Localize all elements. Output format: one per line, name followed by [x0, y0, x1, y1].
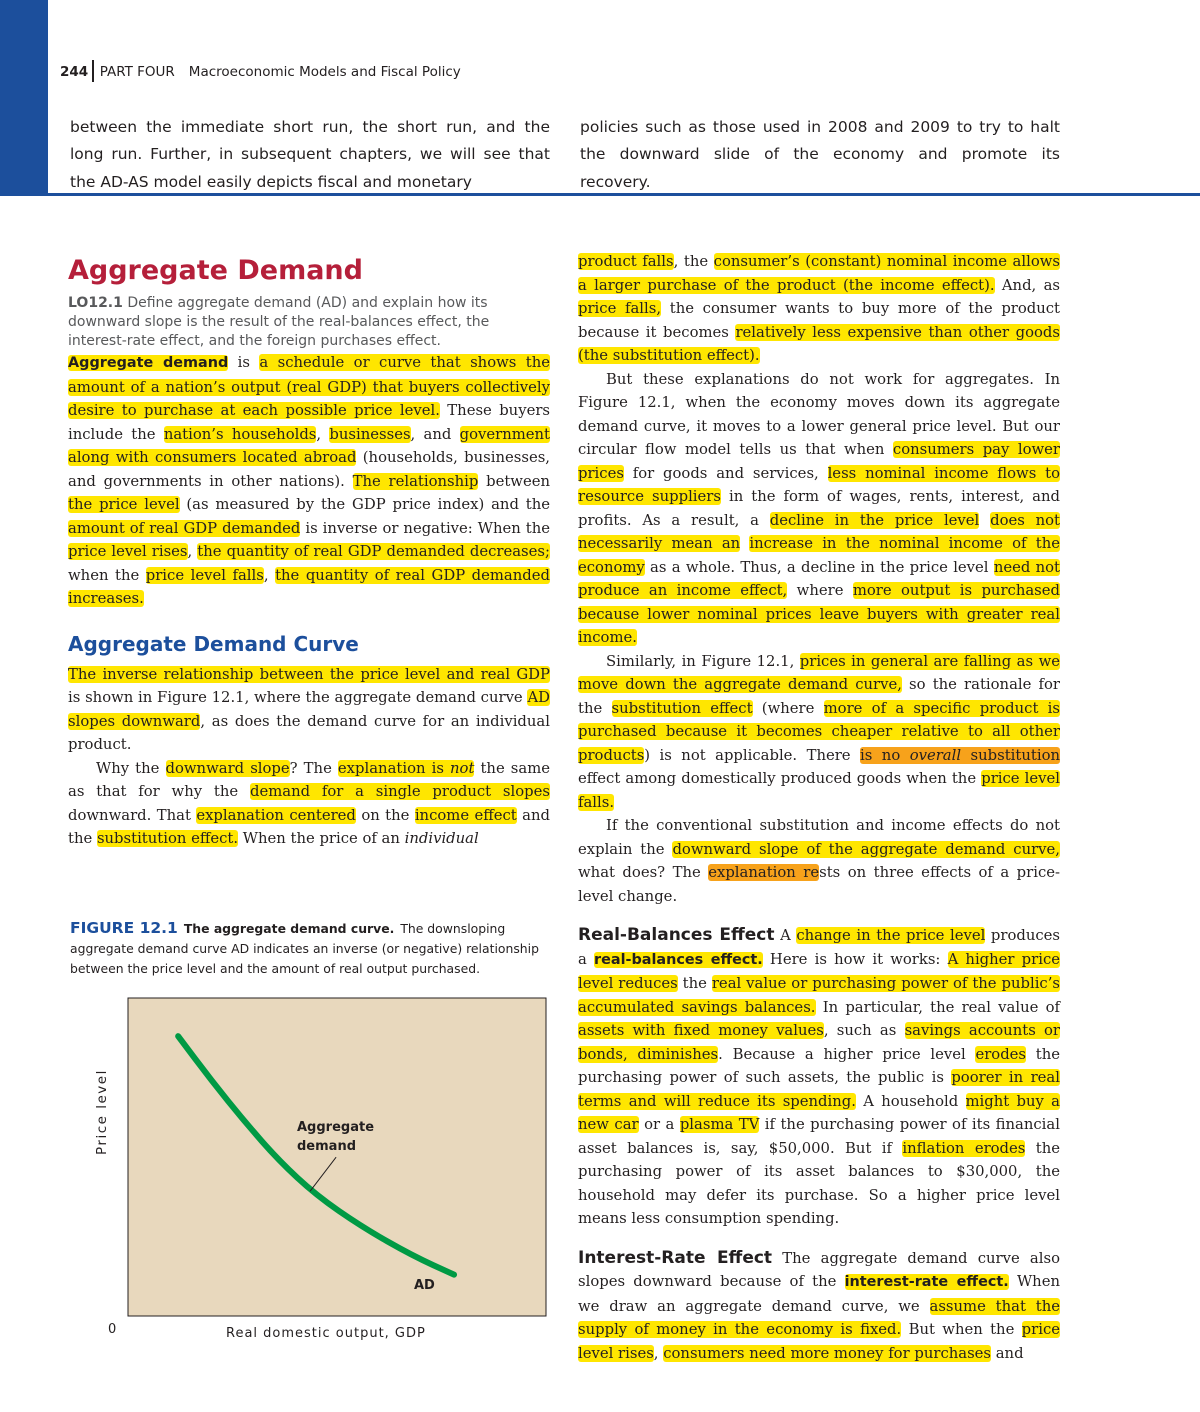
highlight: need not produce an income effect,: [578, 558, 1060, 599]
highlight: price level falls.: [578, 770, 1060, 811]
paragraph-similarly: [578, 650, 1060, 815]
highlight: assume that the supply of money in the economy is fixed.: [578, 1297, 1060, 1338]
highlight: Aggregate demand: [68, 355, 229, 371]
text-run: But these explanations do not work for aggregates. In Figure 12.1, when the economy moves down its aggregate demand curve, it moves to a lower general price level. But our circular flow model tells us that when: [578, 370, 1060, 458]
paragraph-why-downward: [68, 757, 550, 851]
left-column: [68, 250, 550, 851]
text-run: downward. That: [68, 806, 197, 824]
paragraph-aggregates: [578, 368, 1060, 650]
text-run: , as does the demand curve for an individual product.: [68, 712, 550, 753]
text-run: is no: [860, 746, 910, 764]
figure-caption-text: The downsloping aggregate demand curve AD indicates an inverse (or negative) relationship between the price level and the amount of real output purchased.: [70, 921, 539, 976]
ad-chart: [90, 990, 550, 1350]
highlight: The inverse relationship between the price level and real GDP: [68, 665, 550, 683]
highlight: consumers pay lower prices: [578, 441, 1060, 482]
text-run: In particular, the real value of: [815, 998, 1060, 1016]
text-run: But when the: [901, 1321, 1022, 1338]
text-run: ? The: [289, 759, 338, 777]
highlight: government along with consumers located abroad: [68, 425, 550, 466]
highlight: downward slope: [165, 759, 290, 777]
text-run: ,: [316, 425, 330, 443]
text-run: When we draw an aggregate demand curve, we: [578, 1273, 1060, 1315]
text-run: the same as that for why the: [68, 759, 550, 800]
text-run: effect among domestically produced goods when the: [578, 770, 982, 787]
text-run: ,: [263, 566, 276, 584]
text-run: for goods and services,: [623, 464, 828, 482]
figure-number: FIGURE 12.1: [70, 919, 178, 937]
highlight: interest-rate effect.: [844, 1274, 1009, 1290]
text-run: the: [677, 975, 712, 992]
highlight: erodes: [975, 1045, 1027, 1063]
curve-end-label: AD: [414, 1278, 435, 1293]
text-run: as a whole. Thus, a decline in the price level: [644, 558, 994, 576]
text-run: so the rationale for the: [578, 676, 1060, 717]
text-run: Similarly, in Figure 12.1,: [606, 652, 800, 670]
text-run: Why the: [96, 759, 166, 777]
text-run: . Because a higher price level: [718, 1045, 976, 1063]
text-run: ,: [187, 543, 198, 560]
text-run: sts on three effects of a price-level change.: [578, 864, 1060, 905]
highlight: [338, 760, 474, 777]
highlight: might buy a new car: [578, 1092, 1060, 1133]
text-run: Here is how it works:: [762, 950, 948, 968]
highlight: amount of real GDP demanded: [68, 519, 301, 537]
highlight: price falls,: [578, 300, 662, 317]
text-run: , the: [673, 253, 714, 270]
paragraph-interest-rate: [578, 1247, 1060, 1366]
x-axis-label: Real domestic output, GDP: [226, 1326, 426, 1341]
text-run: is inverse or negative: When the: [300, 519, 550, 537]
highlight: change in the price level: [796, 927, 986, 944]
highlight: the quantity of real GDP demanded decreases;: [197, 543, 550, 560]
text-run: , such as: [823, 1022, 905, 1039]
highlight: assets with fixed money values: [578, 1022, 824, 1039]
text-run: or a: [638, 1116, 680, 1133]
highlight: less nominal income flows to resource suppliers: [578, 464, 1060, 505]
text-run: [979, 512, 990, 529]
paragraph-three-effects: [578, 814, 1060, 908]
origin-label: 0: [108, 1322, 117, 1337]
text-run: ,: [653, 1344, 664, 1362]
emphasis: not: [450, 759, 475, 777]
highlight: consumer’s (constant) nominal income allows a larger purchase of the product (the income effect).: [578, 253, 1061, 294]
paragraph-inverse-relationship: [68, 663, 550, 757]
emphasis: individual: [404, 830, 479, 847]
lo-tag: LO12.1: [68, 295, 123, 311]
text-run: (as measured by the GDP price index) and the: [179, 496, 550, 513]
text-run: And, as: [994, 276, 1060, 294]
paragraph-real-balances: [578, 924, 1060, 1231]
highlight: real-balances effect.: [594, 951, 763, 968]
text-run: when the: [68, 566, 146, 584]
subsection-heading: Aggregate Demand Curve: [68, 631, 359, 656]
highlight: inflation erodes: [902, 1139, 1026, 1157]
learning-objective: [68, 294, 550, 351]
highlight: does not necessarily mean an: [578, 511, 1060, 552]
text-run: (households, businesses, and governments in other nations).: [68, 449, 550, 490]
lo-text: Define aggregate demand (AD) and explain how its downward slope is the result of the real-balances effect, the interest-rate effect, and the foreign purchases effect.: [68, 295, 490, 349]
highlight: A higher price level reduces: [578, 950, 1060, 992]
right-column: [578, 250, 1060, 1365]
text-run: what does? The: [578, 864, 709, 881]
left-color-bar: [0, 0, 48, 196]
text-run: substitution: [961, 746, 1061, 764]
intro-text-right: policies such as those used in 2008 and 2009 to try to halt the downward slide of the economy and promote its recovery.: [580, 117, 1060, 191]
runin-heading: Interest-Rate Effect: [578, 1247, 773, 1268]
highlight: the price level: [68, 496, 180, 513]
highlight: more of a specific product is purchased because it becomes cheaper relative to all other products: [578, 699, 1060, 764]
highlight: prices in general are falling as we move down the aggregate demand curve,: [578, 652, 1060, 693]
highlight: relatively less expensive than other goods (the substitution effect).: [578, 323, 1060, 364]
curve-label: Aggregate demand: [297, 1120, 375, 1154]
highlight: substitution effect: [611, 699, 753, 717]
runin-heading: Real-Balances Effect: [578, 925, 775, 945]
text-run: if the purchasing power of its financial asset balances is, say, $50,000. But if: [578, 1116, 1060, 1157]
highlight: the quantity of real GDP demanded increases.: [68, 566, 550, 607]
section-heading: Aggregate Demand: [68, 255, 363, 286]
figure-caption: [70, 918, 555, 979]
highlight: increase in the nominal income of the economy: [578, 535, 1060, 576]
highlight: price level rises: [578, 1321, 1060, 1362]
highlight: substitution effect.: [96, 830, 239, 847]
page-number: 244: [60, 64, 89, 80]
text-run: in the form of wages, rents, interest, and profits. As a result, a: [578, 488, 1061, 529]
text-run: If the conventional substitution and income effects do not explain the: [578, 817, 1060, 858]
highlight: product falls: [578, 253, 674, 270]
highlight: price level rises: [68, 543, 188, 560]
orange-highlight: explanation re: [708, 864, 820, 881]
highlight: AD slopes downward: [68, 689, 550, 730]
paragraph-aggregate-demand: [68, 351, 550, 611]
highlight: price level falls: [145, 566, 264, 584]
text-run: produces a: [578, 927, 1061, 968]
highlight: plasma TV: [679, 1116, 760, 1133]
text-run: explanation is: [337, 759, 450, 777]
highlight: downward slope of the aggregate demand curve,: [672, 840, 1061, 858]
highlight: The relationship: [352, 472, 479, 490]
highlight: demand for a single product slopes: [249, 783, 550, 800]
text-run: on the: [355, 806, 415, 824]
highlight: consumers need more money for purchases: [663, 1344, 992, 1362]
text-run: is shown in Figure 12.1, where the aggregate demand curve: [68, 689, 528, 706]
highlight: explanation centered: [196, 806, 356, 824]
chapter-title: Macroeconomic Models and Fiscal Policy: [188, 64, 461, 80]
text-run: A household: [855, 1092, 966, 1110]
text-run: The aggregate demand curve also slopes downward because of the: [578, 1249, 1060, 1290]
text-run: the purchasing power of such assets, the public is: [578, 1045, 1061, 1086]
emphasis: overall: [909, 746, 962, 764]
paragraph-income-substitution: [578, 250, 1060, 368]
highlight: poorer in real terms and will reduce its spending.: [578, 1069, 1060, 1110]
intro-text-left: between the immediate short run, the short run, and the long run. Further, in subsequent chapters, we will see that the AD-AS model easily depicts fiscal and monetary: [70, 117, 550, 191]
text-run: , and: [410, 425, 460, 443]
highlight: nation’s households: [163, 425, 317, 443]
text-run: A: [774, 927, 797, 944]
text-run: between: [478, 472, 550, 490]
highlight: decline in the price level: [769, 511, 980, 529]
part-label: PART FOUR: [99, 64, 175, 80]
text-run: (where: [752, 699, 824, 717]
highlight: businesses: [329, 425, 411, 443]
text-run: the purchasing power of its asset balances to $30,000, the household may defer its purchase. So a higher price level means less consumption spending.: [578, 1139, 1061, 1227]
text-run: and: [991, 1344, 1024, 1362]
plot-area: [128, 998, 546, 1316]
text-run: and the: [68, 806, 550, 847]
text-run: When the price of an: [238, 830, 405, 847]
text-run: These buyers include the: [68, 402, 551, 443]
figure-title: The aggregate demand curve.: [183, 921, 395, 936]
highlight: a schedule or curve that shows the amount of a nation’s output (real GDP) that buyers collectively desire to purchase at each possible price level.: [68, 354, 550, 419]
header-divider: [92, 60, 94, 82]
text-run: the consumer wants to buy more of the product because it becomes: [578, 300, 1061, 341]
highlight: real value or purchasing power of the public’s accumulated savings balances.: [578, 975, 1061, 1016]
highlight: income effect: [414, 806, 517, 824]
highlight: savings accounts or bonds, diminishes: [578, 1022, 1060, 1063]
highlight: more output is purchased because lower nominal prices leave buyers with greater real income.: [578, 582, 1060, 646]
y-axis-label: Price level: [94, 1069, 110, 1155]
running-header: [60, 60, 461, 82]
text-run: where: [787, 582, 853, 599]
text-run: ) is not applicable. There: [644, 746, 861, 764]
text-run: is: [228, 354, 260, 371]
orange-highlight: [860, 747, 1060, 764]
